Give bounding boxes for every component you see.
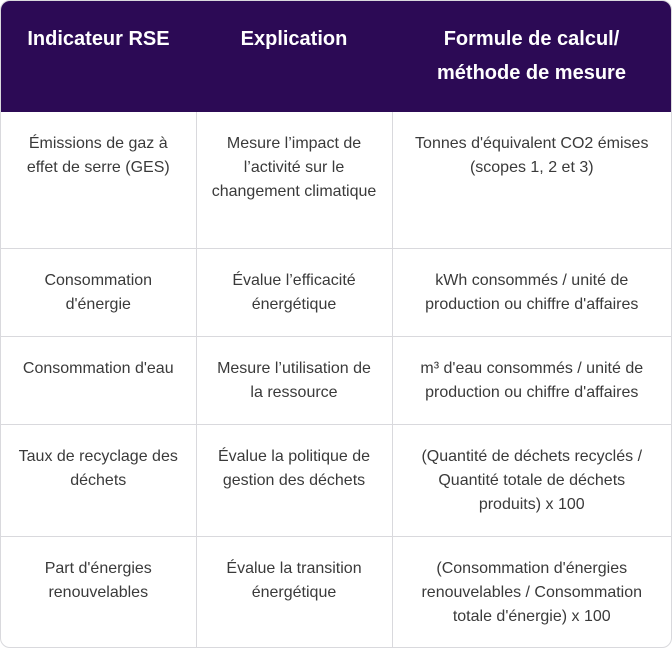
cell-explication: Mesure l’utilisation de la ressource [196,336,392,424]
table-row [1,336,671,424]
table-row [1,424,671,536]
cell-explication: Évalue l’efficacité énergétique [196,248,392,336]
cell-indicateur: Consommation d'eau [1,336,196,424]
header-row [1,1,671,112]
cell-explication: Évalue la politique de gestion des déchets [196,424,392,536]
cell-formule: m³ d'eau consommés / unité de production ou chiffre d'affaires [392,336,671,424]
cell-formule: Tonnes d'équivalent CO2 émises (scopes 1, 2 et 3) [392,112,671,248]
header-formule: Formule de calcul/ méthode de mesure [392,1,671,112]
table-row [1,248,671,336]
cell-indicateur: Taux de recyclage des déchets [1,424,196,536]
cell-explication: Mesure l’impact de l’activité sur le changement climatique [196,112,392,248]
header-explication: Explication [196,1,392,112]
cell-formule: (Quantité de déchets recyclés / Quantité totale de déchets produits) x 100 [392,424,671,536]
table-row [1,112,671,248]
cell-formule: (Consommation d'énergies renouvelables / Consommation totale d'énergie) x 100 [392,536,671,647]
table-body [1,112,671,647]
cell-explication: Évalue la transition énergétique [196,536,392,647]
header-indicateur: Indicateur RSE [1,1,196,112]
cell-indicateur: Émissions de gaz à effet de serre (GES) [26,135,170,176]
cell-indicateur: Part d'énergies renouvelables [1,536,196,647]
table-header [1,1,671,112]
cell-indicateur: Consommation d'énergie [1,248,196,336]
table-row [1,536,671,647]
rse-indicators-table [1,1,671,647]
cell-formule: kWh consommés / unité de production ou chiffre d'affaires [392,248,671,336]
